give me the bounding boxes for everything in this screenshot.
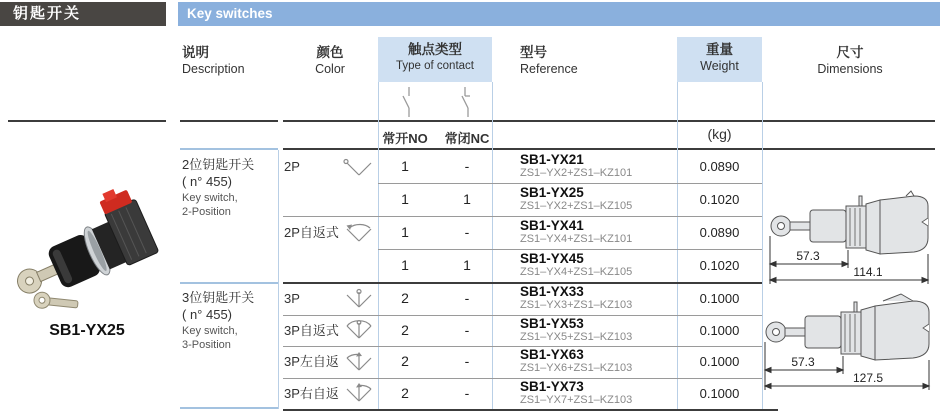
description-line: 2位钥匙开关	[182, 157, 255, 172]
reference-composition: ZS1–YX4+ZS1–KZ105	[520, 266, 633, 278]
row-separator	[378, 249, 762, 250]
header-reference-zh: 型号	[520, 45, 547, 60]
key-position-icon-wrap	[342, 351, 376, 373]
subheader-no: 常开NO	[382, 131, 428, 146]
divider-line	[180, 120, 278, 122]
divider-line-blue	[180, 282, 278, 284]
dim-value: 114.1	[853, 265, 883, 279]
dim-value: 57.3	[796, 249, 820, 263]
subheader-nc: 常闭NC	[444, 131, 490, 146]
product-caption: SB1-YX25	[49, 322, 125, 339]
key-position-icon-wrap	[342, 382, 376, 404]
no-count-cell: 1	[401, 257, 409, 273]
header-description-en: Description	[182, 61, 245, 76]
nc-count-cell: -	[464, 353, 470, 369]
divider-line-blue	[180, 148, 278, 150]
nc-count-cell: 1	[463, 257, 471, 273]
weight-cell: 0.1000	[699, 322, 740, 338]
reference-name: SB1-YX25	[520, 185, 584, 200]
key-position-icon-wrap	[342, 222, 376, 244]
divider-line	[283, 409, 778, 411]
weight-cell: 0.1000	[699, 354, 740, 369]
dimension-drawing-2pos	[768, 188, 936, 288]
no-count-cell: 2	[401, 290, 409, 306]
color-option-label: 3P右自返	[284, 385, 339, 401]
reference-composition: ZS1–YX4+ZS1–KZ101	[520, 233, 633, 245]
nc-count-cell: -	[464, 384, 470, 401]
row-separator	[283, 346, 762, 347]
header-dimensions-en: Dimensions	[817, 61, 883, 76]
row-separator	[378, 183, 762, 184]
header-dimensions-zh: 尺寸	[836, 45, 864, 60]
column-header-description	[182, 45, 245, 78]
reference-name: SB1-YX73	[520, 378, 584, 394]
v2-plain-icon	[342, 156, 376, 178]
reference-composition: ZS1–YX6+ZS1–KZ103	[520, 362, 633, 375]
description-line: 3-Position	[182, 339, 231, 352]
description-line: ( n° 455)	[182, 306, 233, 322]
page-title-en: Key switches	[178, 2, 940, 26]
header-weight-zh: 重量	[706, 42, 733, 57]
reference-composition: ZS1–YX2+ZS1–KZ101	[520, 167, 633, 179]
color-option-label: 2P自返式	[284, 225, 339, 240]
no-count-cell: 1	[401, 191, 409, 207]
v3-return-both-icon	[342, 319, 376, 341]
description-cell	[182, 157, 278, 219]
header-contact-en: Type of contact	[396, 59, 474, 72]
nc-count-cell: -	[464, 224, 470, 240]
header-color-en: Color	[315, 61, 345, 76]
color-option-label: 2P	[284, 159, 300, 174]
divider-line-blue	[180, 407, 278, 409]
nc-contact-icon	[455, 85, 473, 119]
color-option-label: 3P左自返	[284, 354, 339, 369]
dimension-drawing-3pos	[763, 292, 938, 400]
reference-name: SB1-YX21	[520, 152, 584, 167]
page-title-zh: 钥匙开关	[0, 2, 166, 26]
reference-composition: ZS1–YX7+ZS1–KZ103	[520, 393, 633, 406]
reference-name: SB1-YX53	[520, 315, 584, 331]
column-separator	[278, 150, 279, 409]
no-contact-icon	[399, 85, 417, 119]
row-separator	[283, 216, 762, 217]
no-count-cell: 1	[401, 224, 409, 240]
no-count-cell: 1	[401, 158, 409, 174]
column-header-color	[283, 45, 377, 78]
header-description-zh: 说明	[182, 45, 209, 60]
nc-count-cell: -	[464, 158, 470, 174]
v3-return-right-icon	[342, 382, 376, 404]
color-option-label: 3P自返式	[284, 322, 339, 338]
weight-cell: 0.0890	[699, 225, 740, 240]
header-reference-en: Reference	[520, 61, 578, 76]
column-header-dimensions	[765, 45, 935, 78]
nc-count-cell: -	[464, 321, 470, 338]
reference-name: SB1-YX45	[520, 251, 584, 266]
contact-header-cell	[378, 37, 492, 82]
weight-cell: 0.1020	[699, 258, 740, 273]
no-count-cell: 2	[401, 353, 409, 369]
header-contact-zh: 触点类型	[408, 42, 462, 57]
row-separator	[283, 315, 762, 316]
reference-name: SB1-YX41	[520, 218, 584, 233]
no-count-cell: 2	[401, 384, 409, 401]
subheader-kg: (kg)	[707, 126, 732, 142]
v2-return-icon	[342, 222, 376, 244]
reference-composition: ZS1–YX5+ZS1–KZ103	[520, 330, 633, 343]
key-position-icon-wrap	[342, 319, 376, 341]
header-color-zh: 颜色	[316, 45, 344, 60]
nc-count-cell: -	[464, 290, 470, 306]
key-position-icon-wrap	[342, 156, 376, 178]
description-line: 2-Position	[182, 206, 231, 219]
reference-name: SB1-YX63	[520, 347, 584, 363]
reference-composition: ZS1–YX2+ZS1–KZ105	[520, 200, 633, 212]
divider-line	[283, 120, 935, 122]
color-option-label: 3P	[284, 291, 300, 306]
weight-cell: 0.1020	[699, 192, 740, 207]
v3-plain-icon	[342, 288, 376, 310]
weight-cell: 0.0890	[699, 159, 740, 174]
row-separator	[283, 378, 762, 379]
column-header-reference	[520, 45, 578, 78]
description-line: Key switch,	[182, 191, 238, 204]
no-count-cell: 2	[401, 321, 409, 338]
description-line: ( n° 455)	[182, 173, 233, 189]
v3-return-left-icon	[342, 351, 376, 373]
header-weight-en: Weight	[700, 58, 739, 73]
weight-cell: 0.1000	[699, 291, 740, 306]
weight-cell: 0.1000	[699, 385, 740, 401]
divider-line	[8, 120, 166, 122]
description-cell	[182, 290, 278, 352]
key-position-icon-wrap	[342, 288, 376, 310]
reference-name: SB1-YX33	[520, 284, 584, 300]
dim-value: 57.3	[791, 355, 815, 369]
description-line: Key switch,	[182, 324, 238, 337]
dim-value: 127.5	[852, 371, 884, 385]
description-line: 3位钥匙开关	[182, 290, 255, 305]
nc-count-cell: 1	[463, 191, 471, 207]
weight-header-cell	[677, 37, 762, 82]
reference-composition: ZS1–YX3+ZS1–KZ103	[520, 299, 633, 312]
product-photo	[8, 183, 168, 321]
